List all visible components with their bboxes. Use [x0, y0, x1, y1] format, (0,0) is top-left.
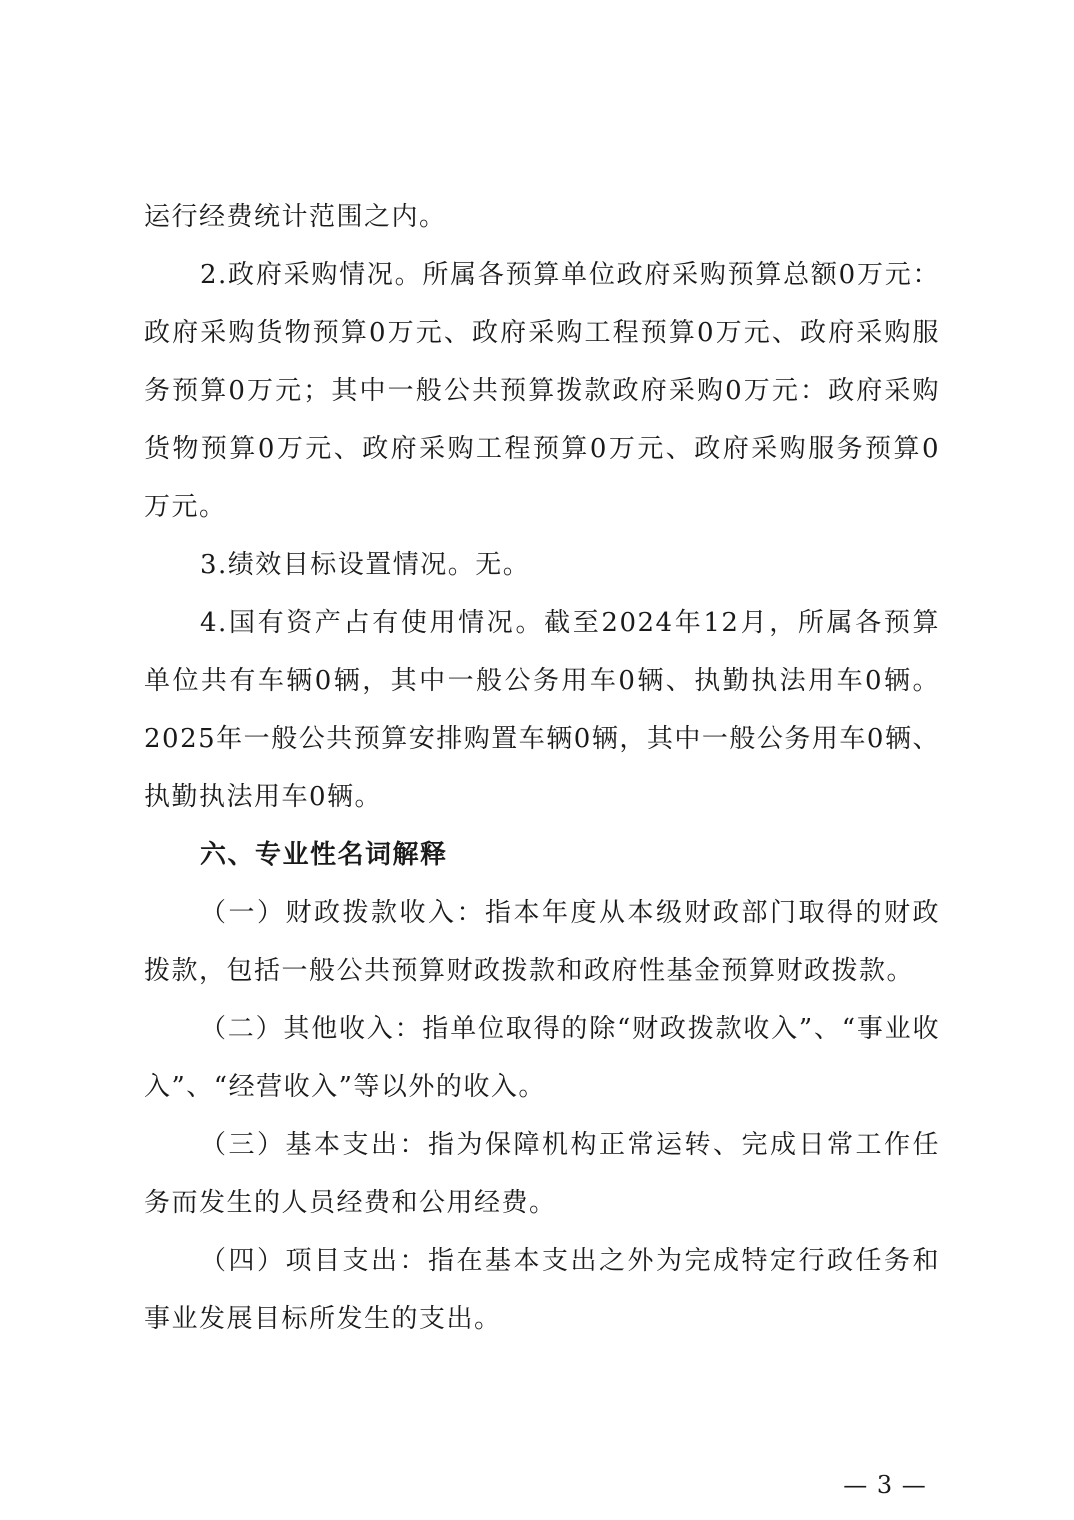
paragraph-fiscal-appropriation-income: （一）财政拨款收入：指本年度从本级财政部门取得的财政拨款，包括一般公共预算财政拨款和政府性基金预算财政拨款。: [144, 898, 940, 986]
paragraph-performance-targets: 3.绩效目标设置情况。无。: [200, 550, 531, 580]
paragraph-state-assets: 4.国有资产占有使用情况。截至2024年12月，所属各预算单位共有车辆0辆，其中一般公务用车0辆、执勤执法用车0辆。2025年一般公共预算安排购置车辆0辆，其中一般公务用车0辆、执勤执法用车0辆。: [144, 608, 940, 812]
paragraph-project-expenditure: （四）项目支出：指在基本支出之外为完成特定行政任务和事业发展目标所发生的支出。: [144, 1246, 940, 1334]
paragraph-continuation: 运行经费统计范围之内。: [144, 202, 447, 232]
paragraph-government-procurement: 2.政府采购情况。所属各预算单位政府采购预算总额0万元：政府采购货物预算0万元、政府采购工程预算0万元、政府采购服务预算0万元；其中一般公共预算拨款政府采购0万元：政府采购货物预算0万元、政府采购工程预算0万元、政府采购服务预算0万元。: [144, 260, 940, 522]
section-heading-terminology: 六、专业性名词解释: [200, 840, 448, 870]
paragraph-other-income: （二）其他收入：指单位取得的除“财政拨款收入”、“事业收入”、“经营收入”等以外的收入。: [144, 1014, 940, 1102]
document-body: [144, 188, 940, 1348]
page-number: — 3 —: [843, 1471, 927, 1499]
paragraph-basic-expenditure: （三）基本支出：指为保障机构正常运转、完成日常工作任务而发生的人员经费和公用经费。: [144, 1130, 940, 1218]
